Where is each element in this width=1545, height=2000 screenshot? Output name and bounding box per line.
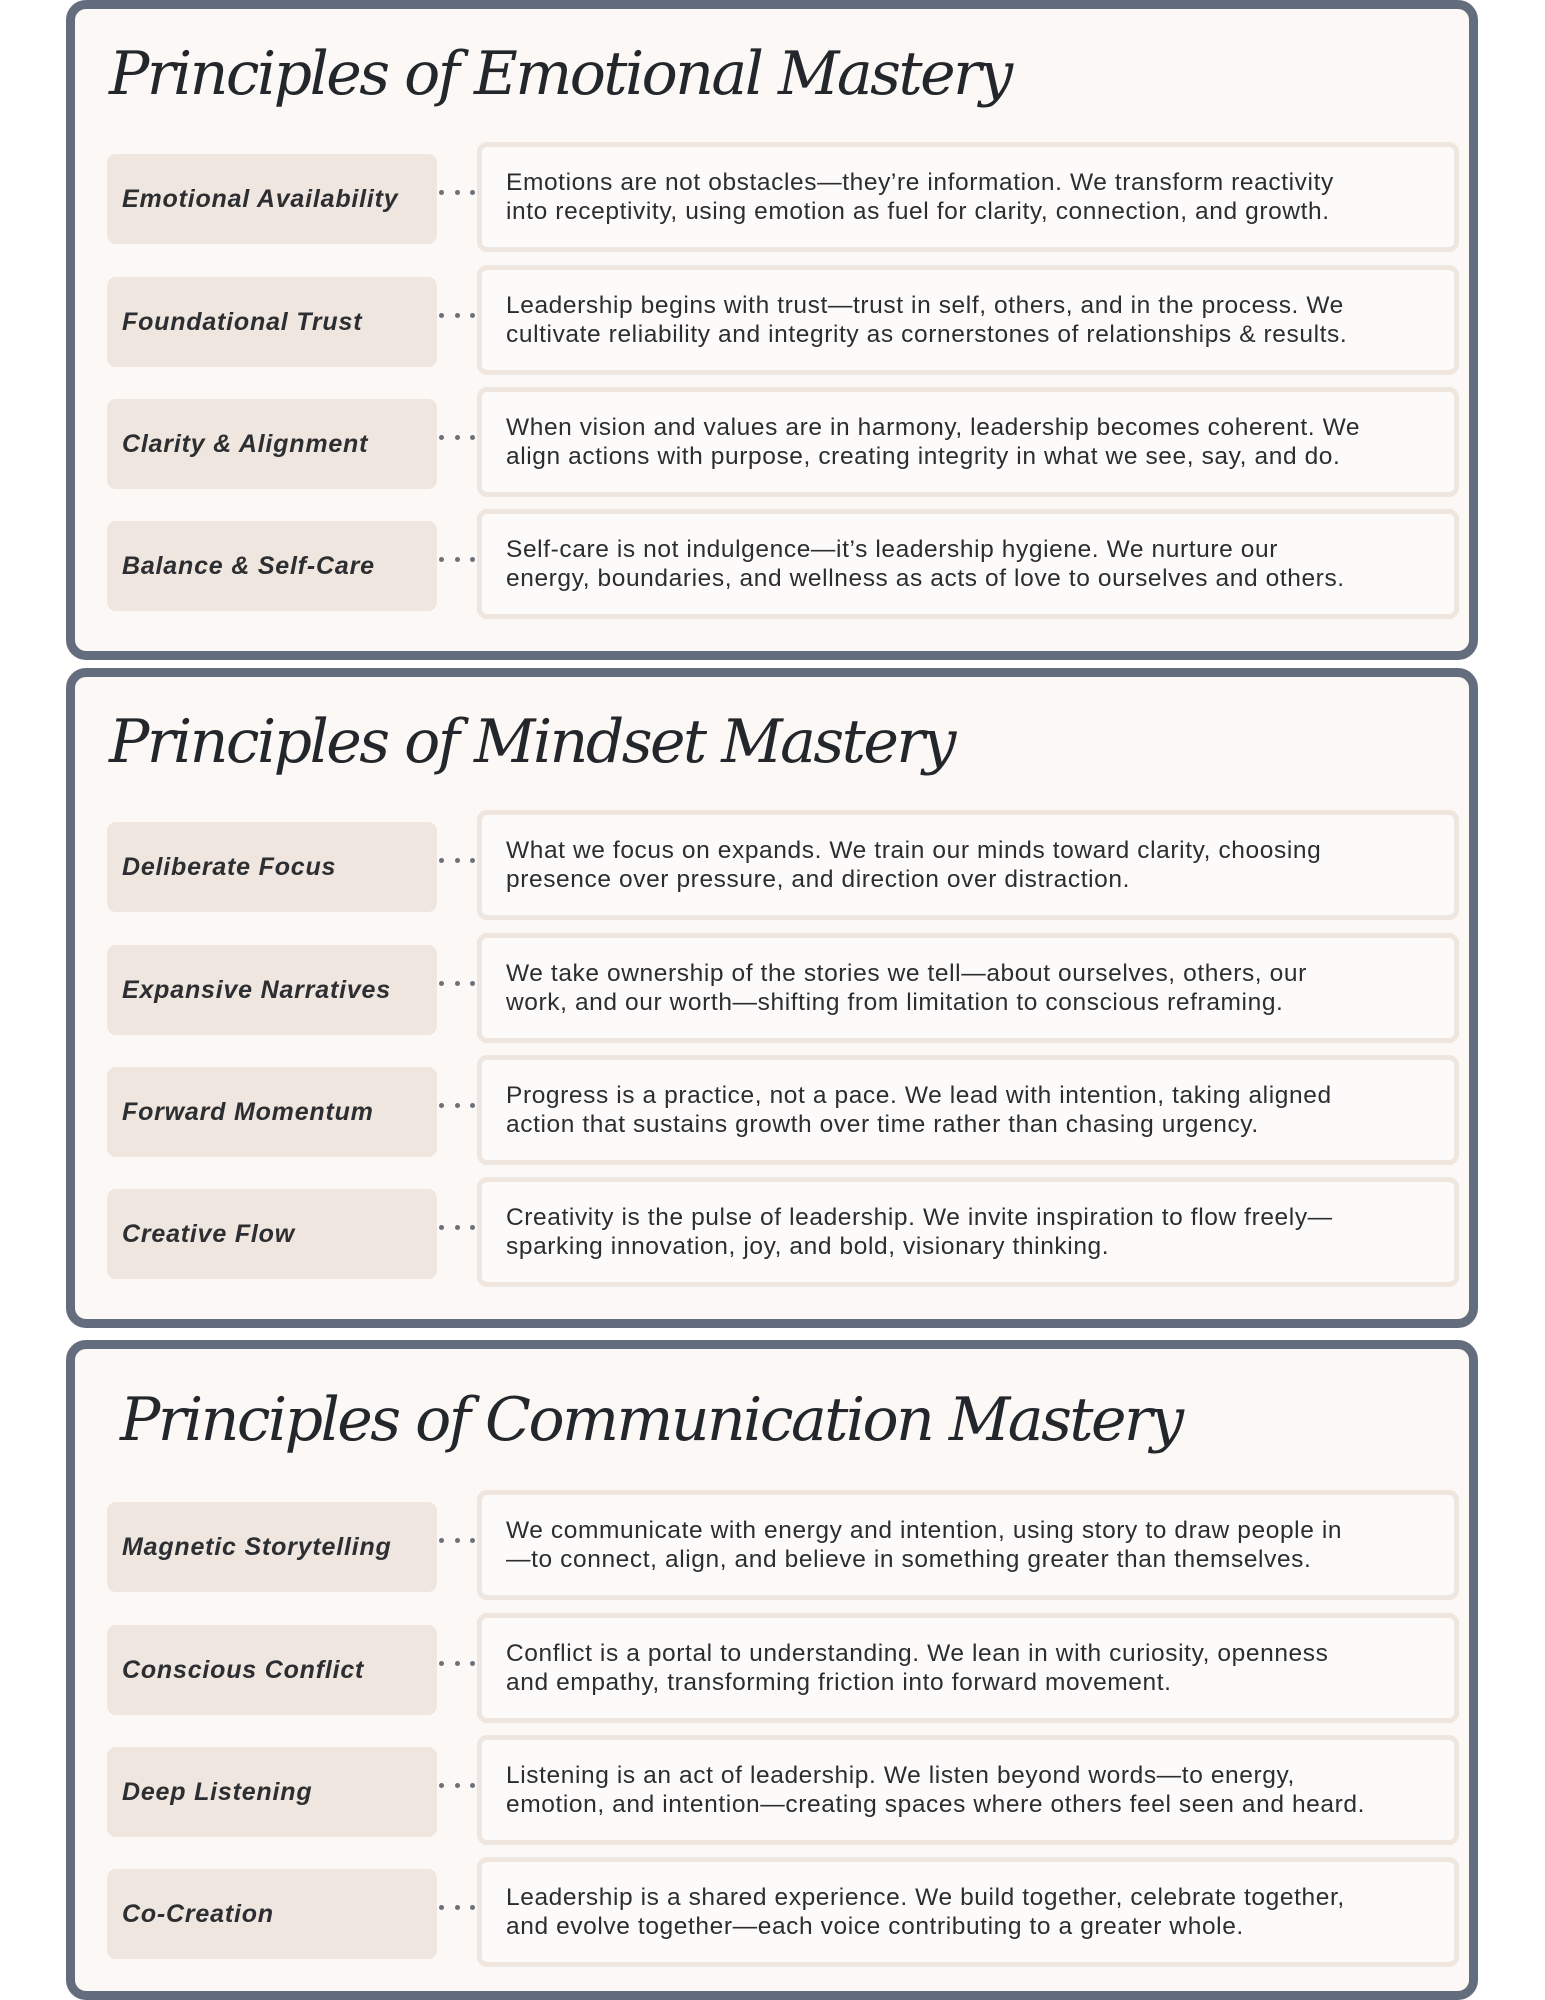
ellipsis-connector [439, 1897, 475, 1917]
principle-row [75, 142, 1469, 252]
principle-description-box [477, 1177, 1459, 1287]
principle-row [75, 1735, 1469, 1845]
principle-description-box [477, 265, 1459, 375]
section-emotional-mastery [66, 0, 1478, 660]
principle-description: Emotions are not obstacles—they’re information. We transform reactivity into receptivity, using emotion as fuel for clarity, connection, and growth. [506, 169, 1334, 225]
section-title: Principles of Mindset Mastery [109, 707, 954, 777]
ellipsis-connector [439, 1095, 475, 1115]
principle-label: Deliberate Focus [122, 852, 337, 881]
section-communication-mastery [66, 1340, 1478, 2000]
principle-label-box [107, 1067, 437, 1157]
principle-label: Emotional Availability [122, 184, 399, 213]
principle-label: Co-Creation [122, 1899, 274, 1928]
principle-row [75, 1490, 1469, 1600]
ellipsis-connector [439, 973, 475, 993]
principle-label-box [107, 277, 437, 367]
principle-description-box [477, 509, 1459, 619]
ellipsis-connector [439, 1775, 475, 1795]
principle-description: When vision and values are in harmony, leadership becomes coherent. We align actions with purpose, creating integrity in what we see, say, and do. [506, 414, 1361, 470]
principle-label-box [107, 1869, 437, 1959]
principle-label-box [107, 1189, 437, 1279]
principle-row [75, 1055, 1469, 1165]
principle-description: Creativity is the pulse of leadership. We invite inspiration to flow freely— sparking innovation, joy, and bold, visionary thinking. [506, 1204, 1333, 1260]
principle-label: Conscious Conflict [122, 1655, 365, 1684]
principle-description: What we focus on expands. We train our minds toward clarity, choosing presence over pressure, and direction over distraction. [506, 837, 1322, 893]
principle-description-box [477, 933, 1459, 1043]
principle-description-box [477, 1055, 1459, 1165]
principle-row [75, 1613, 1469, 1723]
principle-description: Progress is a practice, not a pace. We lead with intention, taking aligned action that sustains growth over time rather than chasing urgency. [506, 1082, 1332, 1138]
principle-label-box [107, 945, 437, 1035]
ellipsis-connector [439, 549, 475, 569]
principle-description-box [477, 1857, 1459, 1967]
principle-row [75, 933, 1469, 1043]
principle-description: We communicate with energy and intention, using story to draw people in —to connect, align, and believe in something greater than themselves. [506, 1517, 1343, 1573]
ellipsis-connector [439, 427, 475, 447]
principle-description-box [477, 1490, 1459, 1600]
ellipsis-connector [439, 182, 475, 202]
principle-description: Leadership is a shared experience. We build together, celebrate together, and evolve together—each voice contributing to a greater whole. [506, 1884, 1345, 1940]
principle-label: Forward Momentum [122, 1097, 374, 1126]
principle-label: Foundational Trust [122, 307, 363, 336]
principle-label-box [107, 822, 437, 912]
principle-description-box [477, 1613, 1459, 1723]
principle-label-box [107, 521, 437, 611]
principle-row [75, 810, 1469, 920]
principle-label: Deep Listening [122, 1777, 313, 1806]
principle-label: Magnetic Storytelling [122, 1532, 392, 1561]
principle-description: We take ownership of the stories we tell—about ourselves, others, our work, and our worth—shifting from limitation to conscious reframing. [506, 960, 1307, 1016]
principle-label-box [107, 1625, 437, 1715]
principle-description-box [477, 1735, 1459, 1845]
ellipsis-connector [439, 1653, 475, 1673]
principle-description-box [477, 142, 1459, 252]
ellipsis-connector [439, 850, 475, 870]
principle-description: Conflict is a portal to understanding. We lean in with curiosity, openness and empathy, transforming friction into forward movement. [506, 1640, 1329, 1696]
section-title: Principles of Communication Mastery [120, 1385, 1182, 1455]
principle-label-box [107, 399, 437, 489]
principle-description: Listening is an act of leadership. We listen beyond words—to energy, emotion, and intention—creating spaces where others feel seen and heard. [506, 1762, 1366, 1818]
principle-row [75, 1177, 1469, 1287]
ellipsis-connector [439, 1530, 475, 1550]
principle-label: Clarity & Alignment [122, 429, 369, 458]
ellipsis-connector [439, 305, 475, 325]
principle-row [75, 1857, 1469, 1967]
principle-label-box [107, 154, 437, 244]
principle-description-box [477, 810, 1459, 920]
principle-description: Leadership begins with trust—trust in self, others, and in the process. We cultivate reliability and integrity as cornerstones of relationships & results. [506, 292, 1348, 348]
principle-row [75, 387, 1469, 497]
principle-label: Balance & Self-Care [122, 551, 375, 580]
principle-label-box [107, 1502, 437, 1592]
ellipsis-connector [439, 1217, 475, 1237]
section-mindset-mastery [66, 668, 1478, 1328]
principle-label: Expansive Narratives [122, 975, 391, 1004]
principle-row [75, 509, 1469, 619]
principle-label-box [107, 1747, 437, 1837]
principle-description: Self-care is not indulgence—it’s leadership hygiene. We nurture our energy, boundaries, and wellness as acts of love to ourselves and others. [506, 536, 1345, 592]
section-title: Principles of Emotional Mastery [109, 39, 1011, 109]
principle-row [75, 265, 1469, 375]
principle-description-box [477, 387, 1459, 497]
principle-label: Creative Flow [122, 1219, 295, 1248]
